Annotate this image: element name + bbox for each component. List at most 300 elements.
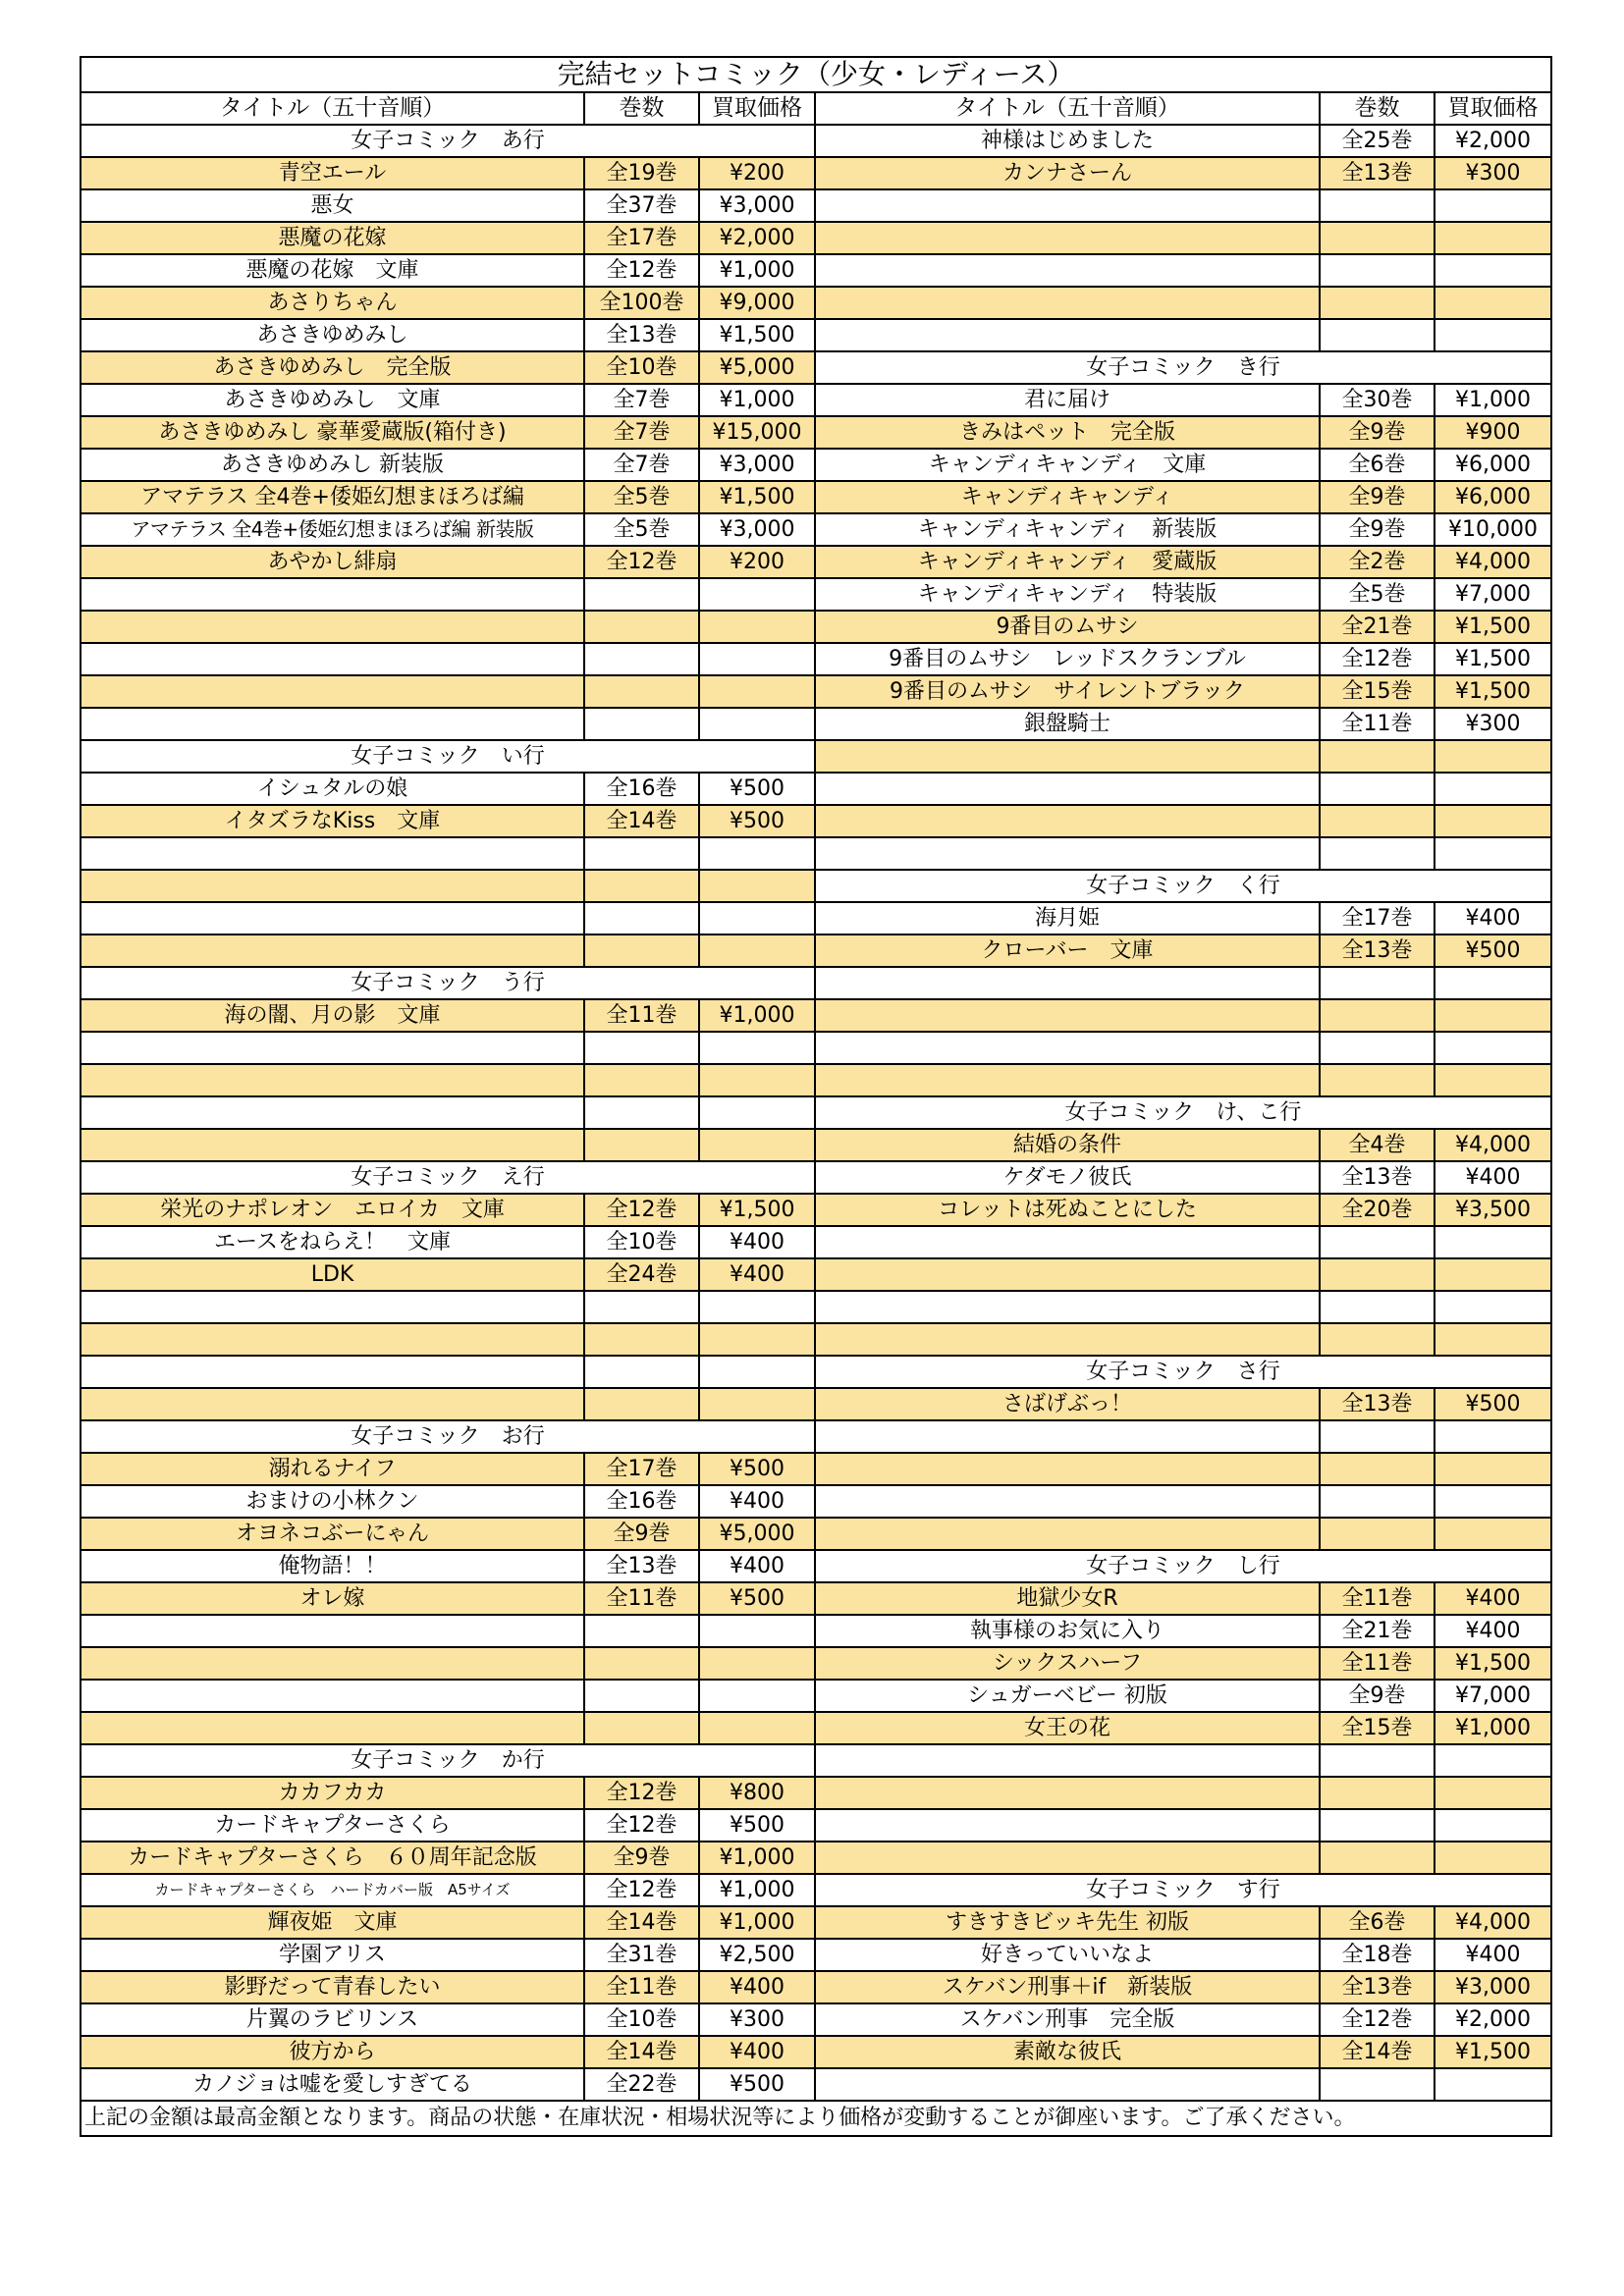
item-volumes xyxy=(584,1323,699,1356)
item-title xyxy=(815,1485,1320,1518)
item-volumes xyxy=(1320,319,1435,351)
item-volumes: 全7巻 xyxy=(584,384,699,416)
header-price-left: 買取価格 xyxy=(699,92,815,125)
table-row xyxy=(81,546,1551,578)
item-title xyxy=(81,1096,584,1129)
item-title: オヨネコぶーにゃん xyxy=(81,1518,584,1550)
item-volumes: 全14巻 xyxy=(1320,2036,1435,2068)
item-price xyxy=(1435,1064,1551,1096)
item-price: ¥5,000 xyxy=(699,1518,815,1550)
item-title xyxy=(81,643,584,675)
item-title: カードキャプターさくら ハードカバー版 A5サイズ xyxy=(81,1874,584,1906)
section-header: 女子コミック う行 xyxy=(81,967,815,999)
item-price: ¥9,000 xyxy=(699,287,815,319)
item-title xyxy=(81,1356,584,1388)
item-volumes: 全12巻 xyxy=(584,1777,699,1809)
header-price-right: 買取価格 xyxy=(1435,92,1551,125)
item-price: ¥1,500 xyxy=(1435,611,1551,643)
item-title: 青空エール xyxy=(81,157,584,189)
item-price: ¥1,500 xyxy=(1435,2036,1551,2068)
item-price xyxy=(1435,1842,1551,1874)
item-volumes: 全17巻 xyxy=(584,1453,699,1485)
table-row xyxy=(81,1680,1551,1712)
item-price: ¥1,500 xyxy=(699,319,815,351)
header-volumes-right: 巻数 xyxy=(1320,92,1435,125)
item-volumes: 全19巻 xyxy=(584,157,699,189)
title-row xyxy=(81,57,1551,92)
footer-row xyxy=(81,2101,1551,2136)
item-price xyxy=(699,643,815,675)
table-row xyxy=(81,125,1551,157)
item-title xyxy=(815,1032,1320,1064)
item-volumes xyxy=(584,1388,699,1420)
price-table xyxy=(80,56,1552,2137)
item-volumes: 全22巻 xyxy=(584,2068,699,2101)
section-header: 女子コミック か行 xyxy=(81,1744,815,1777)
item-title: LDK xyxy=(81,1258,584,1291)
item-volumes: 全15巻 xyxy=(1320,1712,1435,1744)
item-title: 好きっていいなよ xyxy=(815,1939,1320,1971)
item-title xyxy=(815,1453,1320,1485)
table-row xyxy=(81,1226,1551,1258)
item-price: ¥200 xyxy=(699,157,815,189)
item-title: おまけの小林クン xyxy=(81,1485,584,1518)
item-price xyxy=(699,1647,815,1680)
item-price: ¥900 xyxy=(1435,416,1551,449)
item-price xyxy=(699,1096,815,1129)
item-title xyxy=(81,870,584,902)
item-volumes: 全12巻 xyxy=(584,1874,699,1906)
table-row xyxy=(81,1809,1551,1842)
item-volumes: 全11巻 xyxy=(1320,708,1435,740)
item-title: 彼方から xyxy=(81,2036,584,2068)
item-title: 影野だって青春したい xyxy=(81,1971,584,2003)
item-title xyxy=(81,1064,584,1096)
item-price: ¥1,000 xyxy=(1435,1712,1551,1744)
item-title xyxy=(81,1680,584,1712)
item-title: 銀盤騎士 xyxy=(815,708,1320,740)
item-volumes: 全11巻 xyxy=(584,999,699,1032)
item-price xyxy=(1435,254,1551,287)
item-price: ¥6,000 xyxy=(1435,481,1551,513)
item-price xyxy=(1435,837,1551,870)
item-title: カンナさーん xyxy=(815,157,1320,189)
item-price: ¥400 xyxy=(699,1971,815,2003)
item-volumes xyxy=(584,870,699,902)
item-price: ¥2,000 xyxy=(699,222,815,254)
item-price: ¥1,000 xyxy=(699,999,815,1032)
item-title: シュガーベビー 初版 xyxy=(815,1680,1320,1712)
item-title xyxy=(815,222,1320,254)
item-volumes xyxy=(584,1356,699,1388)
table-row xyxy=(81,2036,1551,2068)
table-row xyxy=(81,1064,1551,1096)
table-row xyxy=(81,1356,1551,1388)
item-title xyxy=(81,1615,584,1647)
item-title xyxy=(815,773,1320,805)
item-volumes: 全9巻 xyxy=(584,1518,699,1550)
table-row xyxy=(81,513,1551,546)
item-title: あやかし緋扇 xyxy=(81,546,584,578)
item-price xyxy=(699,1680,815,1712)
item-price xyxy=(1435,1226,1551,1258)
item-title: 9番目のムサシ レッドスクランブル xyxy=(815,643,1320,675)
item-volumes: 全12巻 xyxy=(584,254,699,287)
table-row xyxy=(81,611,1551,643)
item-price xyxy=(1435,740,1551,773)
item-title: 学園アリス xyxy=(81,1939,584,1971)
table-row xyxy=(81,1194,1551,1226)
item-volumes: 全10巻 xyxy=(584,351,699,384)
item-title xyxy=(81,1388,584,1420)
item-volumes: 全17巻 xyxy=(1320,902,1435,934)
item-price xyxy=(699,870,815,902)
table-row xyxy=(81,643,1551,675)
item-price xyxy=(1435,967,1551,999)
item-price: ¥400 xyxy=(699,1226,815,1258)
table-row xyxy=(81,708,1551,740)
item-volumes: 全17巻 xyxy=(584,222,699,254)
item-volumes xyxy=(584,1291,699,1323)
item-title xyxy=(81,1032,584,1064)
item-price xyxy=(699,1356,815,1388)
item-title: 悪魔の花嫁 xyxy=(81,222,584,254)
table-row xyxy=(81,1939,1551,1971)
item-title xyxy=(815,287,1320,319)
item-title xyxy=(815,1842,1320,1874)
item-title: 海月姫 xyxy=(815,902,1320,934)
section-header: 女子コミック え行 xyxy=(81,1161,815,1194)
item-volumes xyxy=(1320,1518,1435,1550)
item-price: ¥400 xyxy=(699,1550,815,1582)
item-volumes: 全100巻 xyxy=(584,287,699,319)
item-price xyxy=(699,837,815,870)
item-price xyxy=(699,934,815,967)
item-volumes xyxy=(1320,287,1435,319)
item-title: スケバン刑事 完全版 xyxy=(815,2003,1320,2036)
section-header: 女子コミック す行 xyxy=(815,1874,1551,1906)
item-title: あさきゆめみし 豪華愛蔵版(箱付き) xyxy=(81,416,584,449)
item-price: ¥4,000 xyxy=(1435,1906,1551,1939)
item-volumes: 全12巻 xyxy=(584,546,699,578)
item-price: ¥1,500 xyxy=(699,1194,815,1226)
item-volumes: 全15巻 xyxy=(1320,675,1435,708)
item-volumes: 全9巻 xyxy=(1320,1680,1435,1712)
item-volumes: 全7巻 xyxy=(584,416,699,449)
item-price: ¥300 xyxy=(1435,708,1551,740)
item-price: ¥500 xyxy=(1435,1388,1551,1420)
item-title: カードキャプターさくら ６０周年記念版 xyxy=(81,1842,584,1874)
item-price xyxy=(699,1064,815,1096)
item-title: キャンディキャンディ 愛蔵版 xyxy=(815,546,1320,578)
item-volumes: 全30巻 xyxy=(1320,384,1435,416)
table-row xyxy=(81,773,1551,805)
item-title: カカフカカ xyxy=(81,1777,584,1809)
item-volumes: 全13巻 xyxy=(1320,1161,1435,1194)
item-title: シックスハーフ xyxy=(815,1647,1320,1680)
item-title: あさきゆめみし 完全版 xyxy=(81,351,584,384)
item-volumes xyxy=(584,934,699,967)
item-volumes: 全16巻 xyxy=(584,1485,699,1518)
item-price xyxy=(1435,222,1551,254)
item-title: あさきゆめみし 文庫 xyxy=(81,384,584,416)
item-price: ¥1,000 xyxy=(699,1906,815,1939)
item-price xyxy=(699,1388,815,1420)
item-title xyxy=(815,1744,1320,1777)
item-volumes: 全14巻 xyxy=(584,805,699,837)
item-volumes: 全24巻 xyxy=(584,1258,699,1291)
item-title: 女王の花 xyxy=(815,1712,1320,1744)
section-header: 女子コミック し行 xyxy=(815,1550,1551,1582)
item-title: 溺れるナイフ xyxy=(81,1453,584,1485)
table-row xyxy=(81,999,1551,1032)
item-price xyxy=(699,708,815,740)
item-volumes: 全25巻 xyxy=(1320,125,1435,157)
item-price xyxy=(1435,1291,1551,1323)
item-price xyxy=(1435,2068,1551,2101)
table-row xyxy=(81,1485,1551,1518)
item-price: ¥400 xyxy=(1435,902,1551,934)
item-volumes: 全13巻 xyxy=(1320,157,1435,189)
item-title: 悪女 xyxy=(81,189,584,222)
table-row xyxy=(81,1420,1551,1453)
item-volumes xyxy=(1320,1226,1435,1258)
item-price: ¥500 xyxy=(699,1582,815,1615)
item-price: ¥2,000 xyxy=(1435,125,1551,157)
table-row xyxy=(81,384,1551,416)
table-row xyxy=(81,837,1551,870)
item-price: ¥400 xyxy=(1435,1939,1551,1971)
item-volumes xyxy=(1320,1777,1435,1809)
item-title: あさりちゃん xyxy=(81,287,584,319)
item-volumes xyxy=(584,837,699,870)
table-row xyxy=(81,449,1551,481)
item-title xyxy=(815,1777,1320,1809)
item-title: エースをねらえ！ 文庫 xyxy=(81,1226,584,1258)
item-title: 俺物語！！ xyxy=(81,1550,584,1582)
table-row xyxy=(81,1744,1551,1777)
item-price xyxy=(699,1129,815,1161)
item-price: ¥800 xyxy=(699,1777,815,1809)
item-price: ¥500 xyxy=(699,1809,815,1842)
section-header: 女子コミック い行 xyxy=(81,740,815,773)
item-title xyxy=(815,2068,1320,2101)
item-title xyxy=(815,1323,1320,1356)
table-row xyxy=(81,1647,1551,1680)
item-volumes xyxy=(584,1096,699,1129)
item-volumes: 全9巻 xyxy=(584,1842,699,1874)
table-row xyxy=(81,319,1551,351)
item-volumes: 全13巻 xyxy=(1320,1388,1435,1420)
table-row xyxy=(81,805,1551,837)
item-title xyxy=(81,837,584,870)
item-title xyxy=(815,805,1320,837)
item-title: スケバン刑事＋if 新装版 xyxy=(815,1971,1320,2003)
table-row xyxy=(81,1842,1551,1874)
item-volumes: 全10巻 xyxy=(584,2003,699,2036)
table-row xyxy=(81,1161,1551,1194)
item-volumes xyxy=(1320,1453,1435,1485)
item-title: アマテラス 全4巻+倭姫幻想まほろば編 新装版 xyxy=(81,513,584,546)
item-price: ¥3,000 xyxy=(1435,1971,1551,2003)
table-row xyxy=(81,1291,1551,1323)
item-volumes: 全5巻 xyxy=(584,481,699,513)
item-volumes: 全13巻 xyxy=(584,319,699,351)
item-title xyxy=(81,611,584,643)
item-volumes: 全5巻 xyxy=(584,513,699,546)
item-price: ¥500 xyxy=(699,2068,815,2101)
item-title: 片翼のラビリンス xyxy=(81,2003,584,2036)
item-volumes xyxy=(1320,1420,1435,1453)
item-price xyxy=(1435,319,1551,351)
table-row xyxy=(81,578,1551,611)
table-row xyxy=(81,740,1551,773)
item-volumes: 全5巻 xyxy=(1320,578,1435,611)
item-volumes: 全6巻 xyxy=(1320,1906,1435,1939)
item-volumes: 全13巻 xyxy=(1320,934,1435,967)
item-price xyxy=(1435,189,1551,222)
item-volumes xyxy=(584,1064,699,1096)
item-title xyxy=(815,1809,1320,1842)
item-title xyxy=(815,999,1320,1032)
table-row xyxy=(81,1550,1551,1582)
header-volumes-left: 巻数 xyxy=(584,92,699,125)
table-row xyxy=(81,481,1551,513)
item-price: ¥3,000 xyxy=(699,449,815,481)
item-price: ¥500 xyxy=(699,773,815,805)
item-price xyxy=(1435,999,1551,1032)
item-title xyxy=(815,967,1320,999)
item-volumes xyxy=(584,1615,699,1647)
item-title: 素敵な彼氏 xyxy=(815,2036,1320,2068)
item-volumes: 全31巻 xyxy=(584,1939,699,1971)
table-row xyxy=(81,967,1551,999)
item-price: ¥500 xyxy=(699,805,815,837)
item-title xyxy=(815,319,1320,351)
item-title xyxy=(81,1712,584,1744)
item-volumes xyxy=(584,611,699,643)
table-row xyxy=(81,157,1551,189)
item-volumes: 全11巻 xyxy=(584,1971,699,2003)
item-title: 悪魔の花嫁 文庫 xyxy=(81,254,584,287)
item-volumes xyxy=(1320,1032,1435,1064)
item-title xyxy=(815,254,1320,287)
item-volumes: 全20巻 xyxy=(1320,1194,1435,1226)
item-title xyxy=(81,902,584,934)
item-volumes: 全16巻 xyxy=(584,773,699,805)
item-title: キャンディキャンディ 新装版 xyxy=(815,513,1320,546)
item-price: ¥3,500 xyxy=(1435,1194,1551,1226)
item-price: ¥400 xyxy=(699,1258,815,1291)
table-row xyxy=(81,675,1551,708)
item-title: 執事様のお気に入り xyxy=(815,1615,1320,1647)
item-volumes: 全11巻 xyxy=(584,1582,699,1615)
item-price: ¥1,000 xyxy=(699,384,815,416)
item-title: 輝夜姫 文庫 xyxy=(81,1906,584,1939)
item-price xyxy=(1435,1420,1551,1453)
header-title-left: タイトル（五十音順） xyxy=(81,92,584,125)
item-title xyxy=(81,1291,584,1323)
table-row xyxy=(81,1518,1551,1550)
item-title xyxy=(815,837,1320,870)
item-price: ¥1,000 xyxy=(1435,384,1551,416)
item-price xyxy=(1435,1323,1551,1356)
item-price xyxy=(699,902,815,934)
item-title: あさきゆめみし xyxy=(81,319,584,351)
item-title xyxy=(81,675,584,708)
item-price: ¥400 xyxy=(699,1485,815,1518)
item-title xyxy=(815,189,1320,222)
item-title xyxy=(81,1323,584,1356)
item-volumes: 全12巻 xyxy=(584,1194,699,1226)
item-price: ¥5,000 xyxy=(699,351,815,384)
item-title: オレ嫁 xyxy=(81,1582,584,1615)
item-title: キャンディキャンディ xyxy=(815,481,1320,513)
table-row xyxy=(81,1906,1551,1939)
item-title: ケダモノ彼氏 xyxy=(815,1161,1320,1194)
item-price: ¥7,000 xyxy=(1435,1680,1551,1712)
item-volumes: 全14巻 xyxy=(584,1906,699,1939)
item-volumes: 全11巻 xyxy=(1320,1647,1435,1680)
item-price xyxy=(1435,805,1551,837)
table-row xyxy=(81,1712,1551,1744)
item-price xyxy=(1435,1032,1551,1064)
item-volumes: 全2巻 xyxy=(1320,546,1435,578)
item-volumes xyxy=(584,1680,699,1712)
item-volumes xyxy=(584,675,699,708)
sheet-title: 完結セットコミック（少女・レディース） xyxy=(81,57,1551,92)
item-price: ¥300 xyxy=(699,2003,815,2036)
item-price: ¥3,000 xyxy=(699,189,815,222)
item-title xyxy=(815,1420,1320,1453)
item-title xyxy=(815,1226,1320,1258)
item-volumes xyxy=(584,1647,699,1680)
item-price xyxy=(1435,773,1551,805)
item-title xyxy=(815,1518,1320,1550)
item-price: ¥500 xyxy=(699,1453,815,1485)
table-row xyxy=(81,1032,1551,1064)
section-header: 女子コミック け、こ行 xyxy=(815,1096,1551,1129)
item-price xyxy=(699,1615,815,1647)
item-volumes xyxy=(584,902,699,934)
item-volumes: 全11巻 xyxy=(1320,1582,1435,1615)
item-price: ¥400 xyxy=(1435,1582,1551,1615)
item-price xyxy=(699,1323,815,1356)
item-price: ¥1,500 xyxy=(1435,643,1551,675)
item-volumes xyxy=(584,708,699,740)
item-title: 海の闇、月の影 文庫 xyxy=(81,999,584,1032)
item-volumes xyxy=(1320,805,1435,837)
item-price: ¥300 xyxy=(1435,157,1551,189)
item-volumes xyxy=(584,643,699,675)
item-volumes: 全21巻 xyxy=(1320,1615,1435,1647)
item-title: きみはペット 完全版 xyxy=(815,416,1320,449)
header-row xyxy=(81,92,1551,125)
item-volumes xyxy=(1320,999,1435,1032)
item-price: ¥15,000 xyxy=(699,416,815,449)
item-volumes xyxy=(1320,1485,1435,1518)
item-price xyxy=(699,578,815,611)
item-price xyxy=(1435,1485,1551,1518)
item-title: すきすきビッキ先生 初版 xyxy=(815,1906,1320,1939)
table-row xyxy=(81,1615,1551,1647)
item-price: ¥400 xyxy=(1435,1615,1551,1647)
item-volumes xyxy=(1320,1323,1435,1356)
section-header: 女子コミック あ行 xyxy=(81,125,815,157)
item-price xyxy=(1435,1518,1551,1550)
item-title: コレットは死ぬことにした xyxy=(815,1194,1320,1226)
item-volumes xyxy=(1320,1744,1435,1777)
